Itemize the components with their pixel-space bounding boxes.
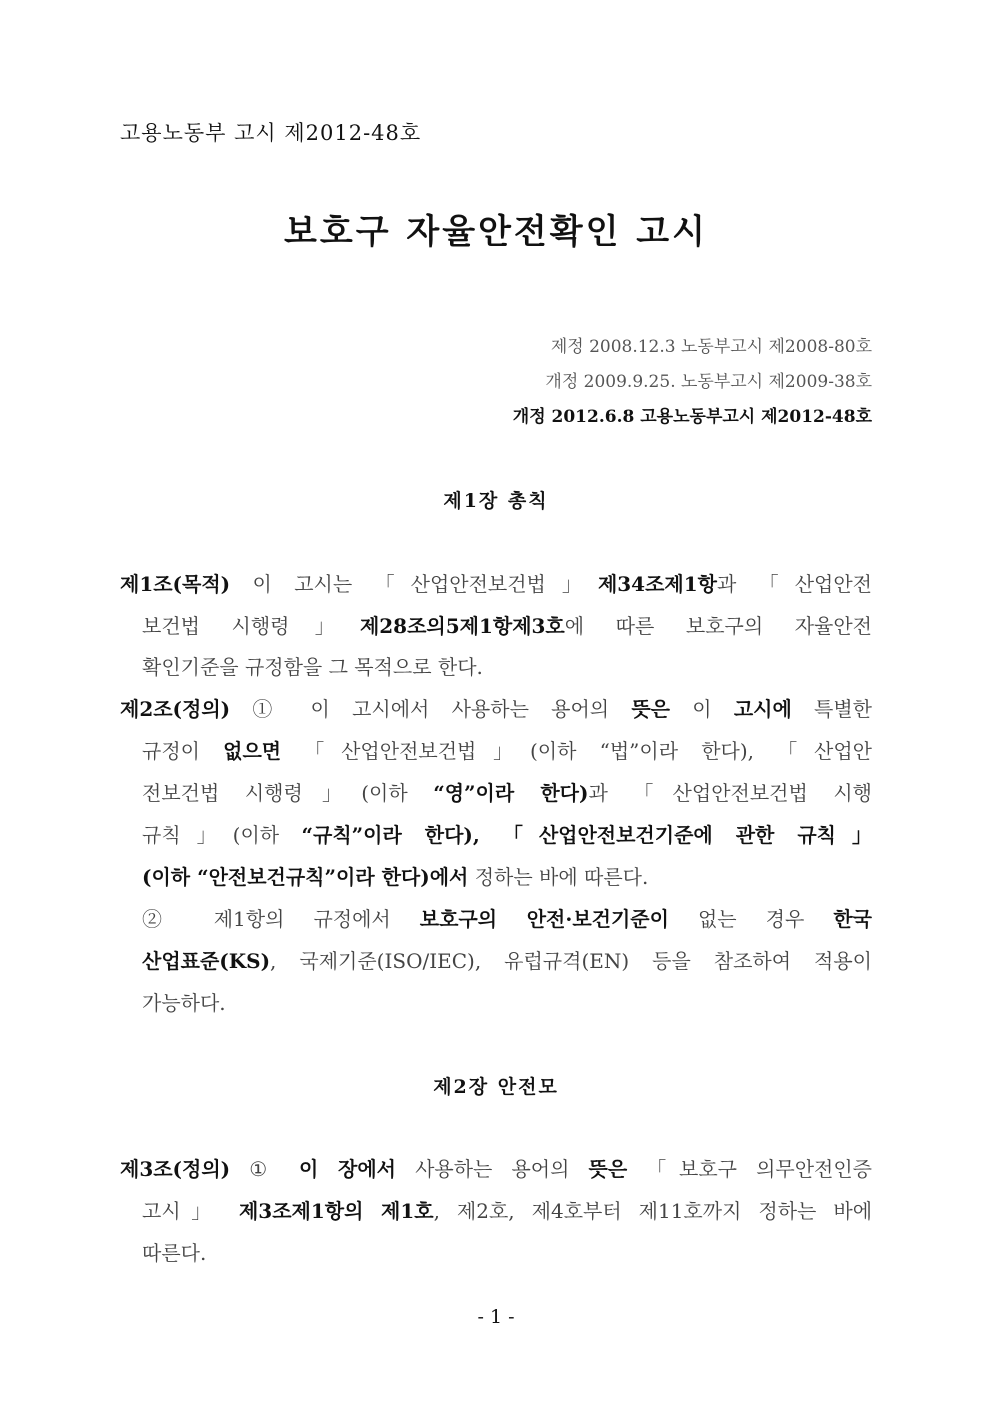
article-2-text: 규칙」(이하	[142, 823, 302, 847]
article-2-emph: 고시에	[733, 697, 792, 721]
article-2-emph: 없으면	[223, 739, 282, 763]
article-2-line-3	[142, 777, 872, 806]
article-2-line-1	[120, 693, 872, 722]
article-1-ref: 제28조의5제1항제3호	[359, 614, 565, 638]
article-2-line-2	[142, 735, 872, 764]
article-2-text: 과 「산업안전보건법 시행	[588, 781, 872, 805]
article-3-text: , 제2호, 제4호부터 제11호까지 정하는 바에	[433, 1199, 873, 1223]
article-1-label: 제1조(목적)	[120, 572, 231, 596]
article-3-text: 고시」	[142, 1199, 239, 1223]
revision-line-amended-2009: 개정 2009.9.25. 노동부고시 제2009-38호	[545, 372, 872, 392]
article-2-emph: 보호구의 안전·보건기준이	[419, 907, 669, 931]
revision-line-amended-2012: 개정 2012.6.8 고용노동부고시 제2012-48호	[512, 407, 872, 427]
article-1-text: 이 고시는 「산업안전보건법」	[230, 572, 598, 596]
article-1-ref: 제34조제1항	[597, 572, 717, 596]
article-2-line-4	[142, 819, 872, 848]
article-2-text: 전보건법 시행령」(이하	[142, 781, 434, 805]
document-title: 보호구 자율안전확인 고시	[284, 212, 708, 252]
article-3-text: 「보호구 의무안전인증	[627, 1157, 872, 1181]
chapter-1-heading: 제1장 총칙	[443, 490, 549, 512]
article-1-text: 과 「산업안전	[716, 572, 872, 596]
article-2-text: 정하는 바에 따른다.	[468, 865, 649, 889]
article-3-text: ①	[230, 1157, 299, 1181]
article-2-paragraph-2-line-3: 가능하다.	[142, 991, 226, 1015]
article-3-label: 제3조(정의)	[120, 1157, 231, 1181]
article-2-emph: “영”이라 한다)	[433, 781, 589, 805]
article-2-text: ② 제1항의 규정에서	[142, 907, 420, 931]
article-3-line-2	[142, 1195, 872, 1224]
article-2-label: 제2조(정의)	[120, 697, 231, 721]
revision-line-enacted: 제정 2008.12.3 노동부고시 제2008-80호	[550, 337, 872, 357]
article-2-emph: 뜻은	[631, 697, 670, 721]
article-3-emph: 제3조제1항의 제1호	[238, 1199, 434, 1223]
article-2-text: 없는 경우	[668, 907, 834, 931]
article-2-emph: 산업표준(KS)	[142, 949, 271, 973]
article-2-text: 「산업안전보건법」(이하 “법”이라 한다), 「산업안	[281, 739, 872, 763]
article-2-line-5	[142, 861, 872, 890]
article-2-emph: (이하 “안전보건규칙”이라 한다)에서	[142, 865, 469, 889]
article-1-text: 보건법 시행령」	[142, 614, 360, 638]
article-2-emph: 한국	[833, 907, 872, 931]
article-2-paragraph-2-line-1	[142, 903, 872, 932]
page-number: - 1 -	[477, 1306, 515, 1328]
article-2-paragraph-2-line-2	[142, 945, 872, 974]
article-1-line-2	[142, 610, 872, 639]
article-3-emph: 뜻은	[588, 1157, 628, 1181]
article-2-emph: “규칙”이라 한다), 「산업안전보건기준에 관한 규칙」	[301, 823, 872, 847]
article-2-text: , 국제기준(ISO/IEC), 유럽규격(EN) 등을 참조하여 적용이	[270, 949, 872, 973]
article-3-emph: 이 장에서	[299, 1157, 396, 1181]
chapter-2-heading: 제2장 안전모	[433, 1076, 559, 1098]
article-1-text: 에 따른 보호구의 자율안전	[564, 614, 873, 638]
article-3-text: 사용하는 용어의	[395, 1157, 589, 1181]
article-2-text: 특별한	[791, 697, 872, 721]
article-3-line-3: 따른다.	[142, 1241, 207, 1265]
article-1-line-1	[120, 568, 872, 597]
notice-number: 고용노동부 고시 제2012-48호	[120, 121, 422, 145]
article-2-text: 이	[669, 697, 734, 721]
article-2-text: ① 이 고시에서 사용하는 용어의	[230, 697, 632, 721]
article-2-text: 규정이	[142, 739, 224, 763]
article-1-line-3: 확인기준을 규정함을 그 목적으로 한다.	[142, 655, 483, 679]
article-3-line-1	[120, 1153, 872, 1182]
